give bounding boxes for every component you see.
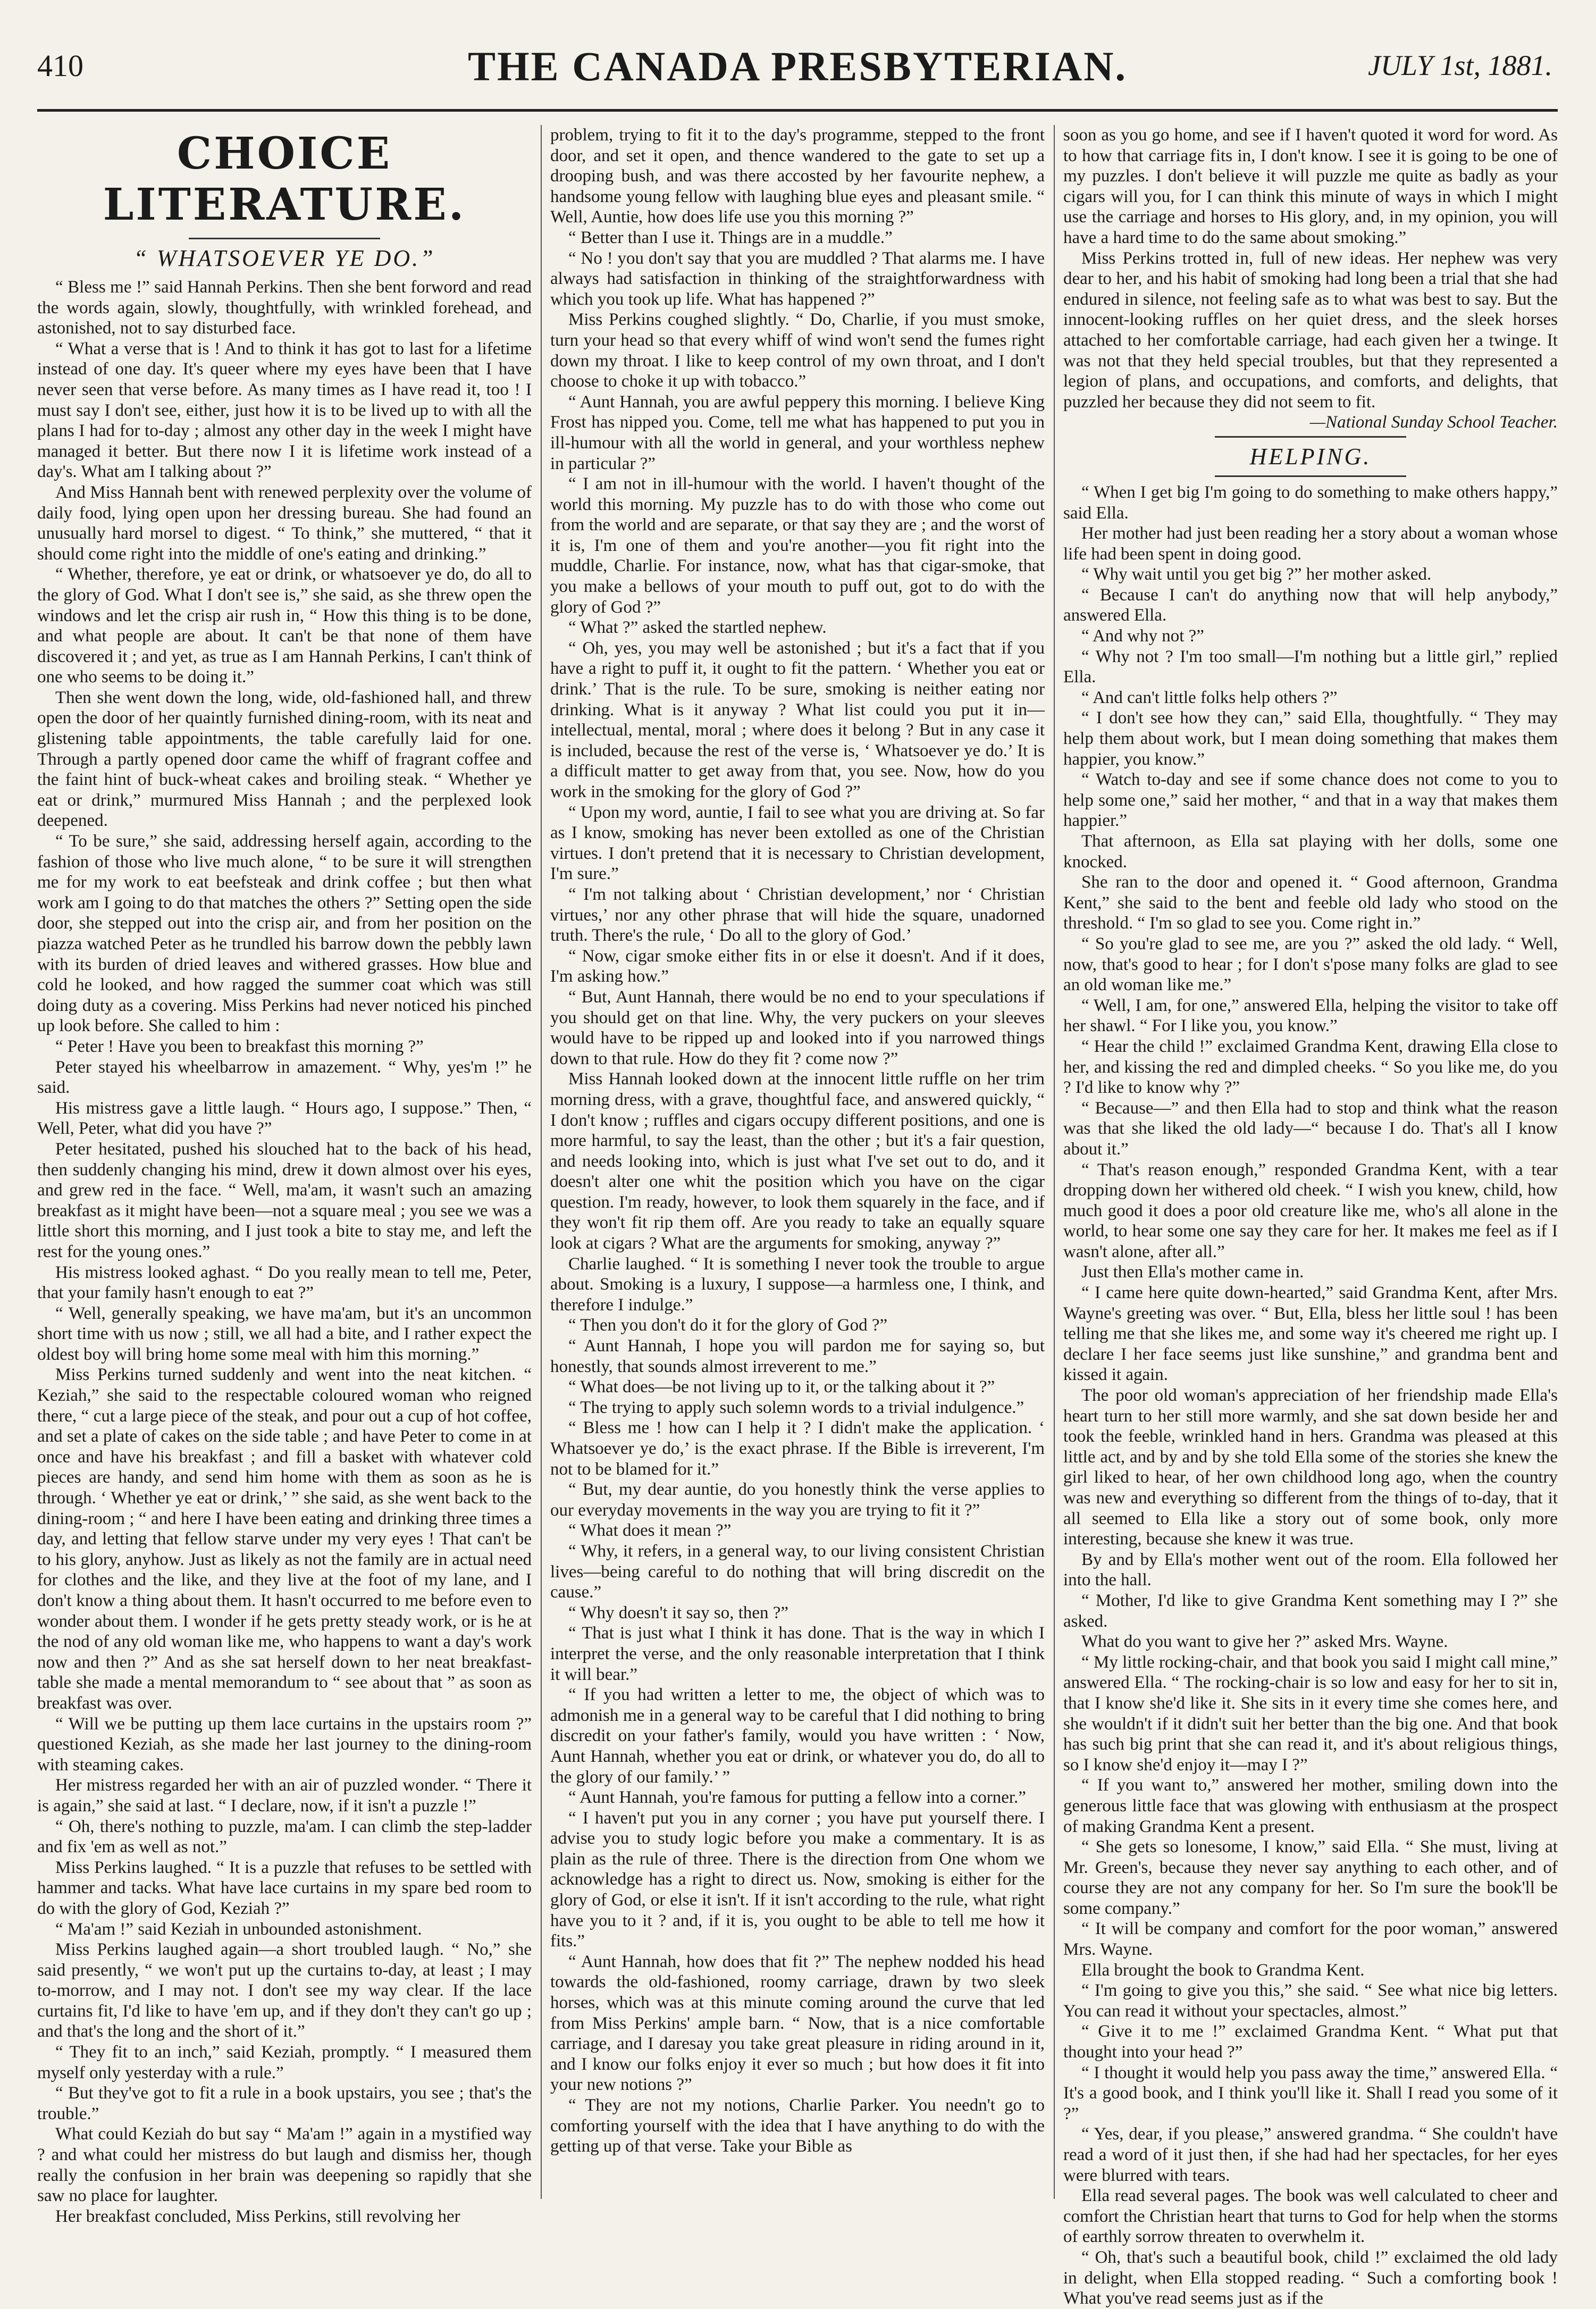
- paragraph: “ I'm going to give you this,” she said. “ See what nice big letters. You can read it without your spectacles, almost.”: [1063, 1981, 1558, 2021]
- paragraph: “ But, Aunt Hannah, there would be no end to your speculations if you should get on that line. Why, the very puckers on your sleeves would have to be ripped up and looked into if you narrowed things down to that rule. How do they fit ? come now ?”: [550, 987, 1045, 1068]
- paragraph: Charlie laughed. “ It is something I never took the trouble to argue about. Smoking is a luxury, I suppose—a harmless one, I think, and therefore I indulge.”: [550, 1254, 1045, 1315]
- paragraph: “ Aunt Hannah, you're famous for putting a fellow into a corner.”: [568, 1788, 1026, 1808]
- page-number: 410: [37, 48, 83, 83]
- paragraph: Peter hesitated, pushed his slouched hat to the back of his head, then suddenly changing his mind, drew it down almost over his eyes, and grew red in the face. “ Well, ma'am, it wasn't such an amazing breakfast as it might have been—not a square meal ; you see we was a little short this morning, and I just took a bite to stay me, and left the rest for the young ones.”: [37, 1139, 532, 1261]
- paragraph: “ Hear the child !” exclaimed Grandma Kent, drawing Ella close to her, and kissing the red and dimpled cheeks. “ So you like me, do you ? I'd like to know why ?”: [1063, 1036, 1558, 1098]
- paragraph: “ Whether, therefore, ye eat or drink, or whatsoever ye do, do all to the glory of God. What I don't see is,” she said, as she threw open the windows and let the crisp air rush in, “ How this thing is to be done, and what people are about. It can't be that none of them have discovered it ; and yet, as true as I am Hannah Perkins, I can't think of one who seems to be doing it.”: [37, 565, 532, 687]
- story-title-rule: [1215, 475, 1406, 477]
- column-divider: [541, 125, 542, 2199]
- paragraph: “ I don't see how they can,” said Ella, thoughtfully. “ They may help them about work, but I mean doing something that makes them happier, you know.”: [1063, 708, 1558, 769]
- column-1: [37, 125, 532, 2226]
- paragraph: “ Aunt Hannah, how does that fit ?” The nephew nodded his head towards the old-fashioned, roomy carriage, drawn by two sleek horses, which was at this minute coming around the curve that led from Miss Perkins' ample barn. “ Now, that is a nice comfortable carriage, and I daresay you take great pleasure in riding around in it, and I know our folks enjoy it ever so much ; but how does it fit into your new notions ?”: [550, 1952, 1045, 2095]
- paragraph: soon as you go home, and see if I haven't quoted it word for word. As to how that carriage fits in, I don't know. I see it is going to be one of my puzzles. I don't believe it will puzzle me quite as badly as your cigars will you, for I can think this minute of ways in which I might use the carriage and horses to His glory, and, in my opinion, you will have a hard time to do the same about smoking.”: [1063, 126, 1558, 247]
- paragraph: “ Why, it refers, in a general way, to our living consistent Christian lives—being careful to do nothing that will bring discredit on the cause.”: [550, 1541, 1045, 1602]
- paragraph: “ If you had written a letter to me, the object of which was to admonish me in a general way to be careful that I did nothing to bring discredit on your father's family, would you have written : ‘ Now, Aunt Hannah, whether you eat or drink, or whatever you do, do all to the glory of our family.’ ”: [550, 1685, 1045, 1787]
- column-2: [550, 125, 1045, 2199]
- paragraph: Miss Hannah looked down at the innocent little ruffle on her trim morning dress, with a grave, thoughtful face, and answered quickly, “ I don't know ; ruffles and cigars occupy different positions, and one is more harmful, to say the least, than the other ; but it's a fair question, and needs looking into, which is just what I've set out to do, and it doesn't alter one whit the position which you have on the cigar question. I'm ready, however, to look them squarely in the face, and if they won't fit rip them off. Are you ready to take an equally square look at cigars ? What are the arguments for smoking, anyway ?”: [550, 1069, 1045, 1253]
- paragraph: Miss Perkins laughed. “ It is a puzzle that refuses to be settled with hammer and tacks. What have lace curtains in my spare bed room to do with the glory of God, Keziah ?”: [37, 1858, 532, 1918]
- paragraph: “ Because—” and then Ella had to stop and think what the reason was that she liked the old lady—“ because I do. That's all I know about it.”: [1063, 1098, 1558, 1159]
- paragraph: That afternoon, as Ella sat playing with her dolls, some one knocked.: [1063, 832, 1558, 872]
- paragraph: “ Bless me ! how can I help it ? I didn't make the application. ‘ Whatsoever ye do,’ is the exact phrase. If the Bible is irreverent, I'm not to be blamed for it.”: [550, 1418, 1045, 1479]
- paragraph: Miss Perkins coughed slightly. “ Do, Charlie, if you must smoke, turn your head so that every whiff of wind won't send the fumes right down my throat. I like to keep control of my own throat, and I don't choose to choke it up with tobacco.”: [550, 310, 1045, 391]
- paragraph: “ She gets so lonesome, I know,” said Ella. “ She must, living at Mr. Green's, because they never say anything to each other, and of course they are not any company for her. So I'm sure the book'll be some company.”: [1063, 1837, 1558, 1918]
- paragraph: “ Oh, that's such a beautiful book, child !” exclaimed the old lady in delight, when Ella stopped reading. “ Such a comforting book ! What you've read seems just as if the: [1063, 2247, 1558, 2308]
- paragraph: “ My little rocking-chair, and that book you said I might call mine,” answered Ella. “ The rocking-chair is so low and easy for her to sit in, that I know she'd like it. She sits in it every time she comes here, and she wouldn't if it didn't suit her better than the big one. And that book has such big print that she can read it, and it's about religious things, so I know she'd enjoy it—may I ?”: [1063, 1652, 1558, 1775]
- paragraph: “ Oh, yes, you may well be astonished ; but it's a fact that if you have a right to puff it, it ought to fit the pattern. ‘ Whether you eat or drink.’ That is the rule. To be sure, smoking is neither eating nor drinking. What is it anyway ? What list could you put it in—intellectual, mental, moral ; where does it belong ? But in any case it is included, because the rest of the verse is, ‘ Whatsoever ye do.’ It is a difficult matter to get away from that, you see. Now, how do you work in the smoking for the glory of God ?”: [550, 638, 1045, 801]
- paragraph: “ Upon my word, auntie, I fail to see what you are driving at. So far as I know, smoking has never been extolled as one of the Christian virtues. I don't pretend that it is necessary to Christian development, I'm sure.”: [550, 802, 1045, 884]
- paragraph: “ Better than I use it. Things are in a muddle.”: [568, 228, 893, 247]
- paragraph: “ That's reason enough,” responded Grandma Kent, with a tear dropping down her withered old cheek. “ I wish you knew, child, how much good it does a poor old creature like me, who's all alone in the world, to hear some one say they care for her. It makes me feel as if I wasn't alone, after all.”: [1063, 1160, 1558, 1261]
- paragraph: Miss Perkins laughed again—a short troubled laugh. “ No,” she said presently, “ we won't put up the curtains to-day, at least ; I may to-morrow, and I may not. I don't see my way clear. If the lace curtains fit, I'd like to have 'em up, and if they don't they can't go up ; and that's the long and the short of it.”: [37, 1940, 532, 2042]
- paragraph: “ So you're glad to see me, are you ?” asked the old lady. “ Well, now, that's good to hear ; for I don't s'pose many folks are glad to see an old woman like me.”: [1063, 934, 1558, 995]
- paragraph: What could Keziah do but say “ Ma'am !” again in a mystified way ? and what could her mistress do but laugh and dismiss her, though really the confusion in her brain was deepening so rapidly that she saw no place for laughter.: [37, 2124, 532, 2206]
- paragraph: She ran to the door and opened it. “ Good afternoon, Grandma Kent,” she said to the bent and feeble old lady who stood on the threshold. “ I'm so glad to see you. Come right in.”: [1063, 873, 1558, 933]
- paragraph: “ I'm not talking about ‘ Christian development,’ nor ‘ Christian virtues,’ nor any other phrase that will hide the square, unadorned truth. There's the rule, ‘ Do all to the glory of God.’: [550, 884, 1045, 946]
- paragraph: Miss Perkins trotted in, full of new ideas. Her nephew was very dear to her, and his habit of smoking had long been a trial that she had endured in silence, not feeling safe as to what was best to say. But the innocent-looking ruffles on her quiet dress, and the sleek horses attached to her comfortable carriage, had each given her a twinge. It was not that they held special troubles, but that they represented a legion of plans, and occupations, and comforts, and delights, that puzzled her because they did not seem to fit.: [1063, 248, 1558, 412]
- paragraph: “ I came here quite down-hearted,” said Grandma Kent, after Mrs. Wayne's greeting was over. “ But, Ella, bless her little soul ! has been telling me that she likes me, and some way it's cheered me right up. I declare I her face seems just like sunshine,” and grandma bent and kissed it again.: [1063, 1283, 1558, 1385]
- paragraph: “ What ?” asked the startled nephew.: [568, 618, 827, 638]
- paragraph: “ And can't little folks help others ?”: [1081, 688, 1338, 707]
- story-title: “ WHATSOEVER YE DO.”: [133, 245, 435, 271]
- paragraph: Miss Perkins turned suddenly and went into the neat kitchen. “ Keziah,” she said to the respectable coloured woman who reigned there, “ cut a large piece of the steak, and pour out a cup of hot coffee, and set a plate of cakes on the side table ; and have Peter to come in at once and have his breakfast ; and fill a basket with whatever cold pieces are handy, and send him home with them as soon as he is through. ‘ Whether ye eat or drink,’ ” she said, as she went back to the dining-room ; “ and here I have been eating and drinking three times a day, and letting that fellow starve under my very eyes ! That can't be to his glory, anyhow. Just as likely as not the family are in actual need for clothes and the like, and they live at the foot of my lane, and I don't know a thing about them. It hasn't occurred to me before even to wonder about them. I wonder if he gets pretty steady work, or is he at the nod of any old woman like me, who happens to want a day's work now and then ?” And as she sat herself down to her neat breakfast-table she made a mental memorandum to “ see about that ” as soon as breakfast was over.: [37, 1365, 532, 1713]
- helping-story-body: [1063, 482, 1558, 2309]
- header-rule: [37, 109, 1558, 112]
- column-divider: [1054, 125, 1055, 2199]
- paragraph: “ Yes, dear, if you please,” answered grandma. “ She couldn't have read a word of it just then, if she had had her spectacles, for her eyes were blurred with tears.: [1063, 2124, 1558, 2185]
- paragraph: “ What does it mean ?”: [568, 1521, 732, 1541]
- paragraph: “ Watch to-day and see if some chance does not come to you to help some one,” said her mother, “ and that in a way that makes them happier.”: [1063, 770, 1558, 831]
- issue-date: JULY 1st, 1881.: [1368, 49, 1552, 81]
- paragraph: “ Well, generally speaking, we have ma'am, but it's an uncommon short time with us now ; still, we all had a bite, and I rather expect the oldest boy will bring home some meal with him this morning.”: [37, 1303, 532, 1364]
- paragraph: “ Then you don't do it for the glory of God ?”: [568, 1316, 888, 1335]
- paragraph: His mistress looked aghast. “ Do you really mean to tell me, Peter, that your family hasn't enough to eat ?”: [37, 1262, 532, 1303]
- paragraph: “ Aunt Hannah, I hope you will pardon me for saying so, but honestly, that sounds almost irreverent to me.”: [550, 1336, 1045, 1376]
- paragraph: “ But they've got to fit a rule in a book upstairs, you see ; that's the trouble.”: [37, 2084, 532, 2123]
- paragraph: “ They are not my notions, Charlie Parker. You needn't go to comforting yourself with the idea that I have anything to do with the getting up of that verse. Take your Bible as: [550, 2096, 1045, 2156]
- section-title: CHOICE LITERATURE.: [103, 128, 466, 230]
- paragraph: Ella read several pages. The book was well calculated to cheer and comfort the Christian heart that turns to God for help when the storms of earthly sorrow threaten to overwhelm it.: [1063, 2186, 1558, 2247]
- paragraph: “ Mother, I'd like to give Grandma Kent something may I ?” she asked.: [1063, 1591, 1558, 1631]
- paragraph: “ Ma'am !” said Keziah in unbounded astonishment.: [55, 1919, 422, 1939]
- paragraph: “ To be sure,” she said, addressing herself again, according to the fashion of those who live much alone, “ to be sure it will strengthen me for my work to eat beefsteak and drink coffee ; but then what work am I going to do that matches the others ?” Setting open the side door, she stepped out into the crisp air, and from her position on the piazza watched Peter as he trundled his barrow down the pebbly lawn with its burden of dried leaves and withered grasses. How blue and cold he looked, and how ragged the summer coat which was still doing duty as a covering. Miss Perkins had never noticed his pinched up look before. She called to him :: [37, 832, 532, 1036]
- paragraph: “ That is just what I think it has done. That is the way in which I interpret the verse, and the only reasonable interpretation that I think it will bear.”: [550, 1624, 1045, 1684]
- column-3: [1063, 125, 1558, 2308]
- paragraph: “ Why wait until you get big ?” her mother asked.: [1081, 565, 1432, 584]
- paragraph: “ Why doesn't it say so, then ?”: [568, 1603, 789, 1622]
- paragraph: Her mother had just been reading her a story about a woman whose life had been spent in doing good.: [1063, 524, 1558, 564]
- paragraph: “ Aunt Hannah, you are awful peppery this morning. I believe King Frost has nipped you. Come, tell me what has happened to put you in ill-humour with all the world in general, and your worthless nephew in particular ?”: [550, 392, 1045, 473]
- story-title-helping: HELPING.: [1249, 443, 1372, 470]
- paragraph: “ Well, I am, for one,” answered Ella, helping the visitor to take off her shawl. “ For I like you, you know.”: [1063, 995, 1558, 1036]
- paragraph: problem, trying to fit it to the day's programme, stepped to the front door, and set it open, and thence wandered to the gate to set up a drooping bush, and was there accosted by her favourite nephew, a handsome young fellow with laughing blue eyes and pleasant smile. “ Well, Auntie, how does life use you this morning ?”: [550, 126, 1045, 227]
- paragraph: The poor old woman's appreciation of her friendship made Ella's heart turn to her still more warmly, and she sat down beside her and took the feeble, wrinkled hand in hers. Grandma was pleased at this little act, and by and by she told Ella some of the stories she knew the girl liked to hear, of her own childhood long ago, when the country was new and everything so different from the things of to-day, that it all seemed to Ella like a story out of some book, only more interesting, because she knew it was true.: [1063, 1386, 1558, 1549]
- paragraph: “ What a verse that is ! And to think it has got to last for a lifetime instead of one day. It's queer where my eyes have been that I have never seen that verse before. As many times as I have read it, too ! I must say I don't see, either, just how it is to be lived up to with all the plans I had for to-day ; almost any other day in the week I might have managed it better. But there now I it is lifetime work instead of a day's. What am I talking about ?”: [37, 339, 532, 482]
- paragraph: Then she went down the long, wide, old-fashioned hall, and threw open the door of her quaintly furnished dining-room, with its neat and glistening table appointments, the table carefully laid for one. Through a partly opened door came the whiff of fragrant coffee and the faint hint of buck-wheat cakes and broiling steak. “ Whether ye eat or drink,” murmured Miss Hannah ; and the perplexed look deepened.: [37, 688, 532, 831]
- story-body: [37, 277, 532, 2227]
- paragraph: “ If you want to,” answered her mother, smiling down into the generous little face that was glowing with enthusiasm at the prospect of making Grandma Kent a present.: [1063, 1776, 1558, 1836]
- page-header: [37, 37, 1558, 101]
- paragraph: And Miss Hannah bent with renewed perplexity over the volume of daily food, lying open upon her dressing bureau. She had found an unusually hard morsel to digest. “ To think,” she muttered, “ that it should come right into the middle of one's eating and drinking.”: [37, 482, 532, 564]
- paragraph: “ I thought it would help you pass away the time,” answered Ella. “ It's a good book, and I think you'll like it. Shall I read you some of it ?”: [1063, 2063, 1558, 2123]
- paragraph: “ But, my dear auntie, do you honestly think the verse applies to our everyday movements in the way you are trying to fit it ?”: [550, 1480, 1045, 1520]
- paragraph: “ I am not in ill-humour with the world. I haven't thought of the world this morning. My puzzle has to do with those who come out from the world and are separate, or that say they are ; and the worst of it is, I'm one of them and you're another—you fit right into the muddle, Charlie. For instance, now, what has that cigar-smoke, that you make a bellows of your mouth to puff out, got to do with the glory of God ?”: [550, 474, 1045, 617]
- paragraph: “ Because I can't do anything now that will help anybody,” answered Ella.: [1063, 585, 1558, 625]
- paragraph: “ I haven't put you in any corner ; you have put yourself there. I advise you to study logic before you make a commentary. It is as plain as the rule of three. There is the direction from One whom we acknowledge has a right to direct us. Now, smoking is either for the glory of God, or else it isn't. If it isn't according to the rule, what right have you to it ? and, if it is, you ought to be able to tell me how it fits.”: [550, 1808, 1045, 1951]
- paragraph: By and by Ella's mother went out of the room. Ella followed her into the hall.: [1063, 1550, 1558, 1590]
- paragraph: What do you want to give her ?” asked Mrs. Wayne.: [1081, 1632, 1448, 1652]
- paragraph: Ella brought the book to Grandma Kent.: [1081, 1960, 1365, 1980]
- paragraph: Her breakfast concluded, Miss Perkins, still revolving her: [55, 2206, 460, 2226]
- paragraph: “ Oh, there's nothing to puzzle, ma'am. I can climb the step-ladder and fix 'em as well as not.”: [37, 1817, 532, 1857]
- paragraph: “ Give it to me !” exclaimed Grandma Kent. “ What put that thought into your head ?”: [1063, 2022, 1558, 2062]
- masthead: THE CANADA PRESBYTERIAN.: [467, 43, 1128, 89]
- paragraph: “ They fit to an inch,” said Keziah, promptly. “ I measured them myself only yesterday with a rule.”: [37, 2043, 532, 2082]
- paragraph: “ And why not ?”: [1081, 626, 1204, 646]
- section-rule: [189, 238, 380, 239]
- paragraph: Her mistress regarded her with an air of puzzled wonder. “ There it is again,” she said at last. “ I declare, now, if it isn't a puzzle !”: [37, 1776, 532, 1816]
- paragraph: “ When I get big I'm going to do something to make others happy,” said Ella.: [1063, 482, 1558, 523]
- paragraph: “ Will we be putting up them lace curtains in the upstairs room ?” questioned Keziah, as she made her last journey to the dining-room with steaming cakes.: [37, 1714, 532, 1775]
- story-body-continued: [550, 125, 1045, 2157]
- paragraph: “ Peter ! Have you been to breakfast this morning ?”: [55, 1036, 424, 1056]
- paragraph: “ What does—be not living up to it, or the talking about it ?”: [568, 1377, 995, 1397]
- paragraph: “ Bless me !” said Hannah Perkins. Then she bent forword and read the words again, slowly, thoughtfully, with wrinkled forehead, and astonished, not to say disturbed face.: [37, 278, 532, 338]
- paragraph: “ Now, cigar smoke either fits in or else it doesn't. And if it does, I'm asking how.”: [550, 946, 1045, 986]
- paragraph: “ The trying to apply such solemn words to a trivial indulgence.”: [568, 1398, 1024, 1417]
- paragraph: “ It will be company and comfort for the poor woman,” answered Mrs. Wayne.: [1063, 1919, 1558, 1960]
- paragraph: His mistress gave a little laugh. “ Hours ago, I suppose.” Then, “ Well, Peter, what did you have ?”: [37, 1098, 532, 1139]
- story-credit: —National Sunday School Teacher.: [1309, 413, 1558, 432]
- story-separator-rule: [1215, 436, 1406, 438]
- paragraph: Peter stayed his wheelbarrow in amazement. “ Why, yes'm !” he said.: [37, 1057, 532, 1098]
- paragraph: “ No ! you don't say that you are muddled ? That alarms me. I have always had satisfaction in thinking of the straightforwardness with which you took up life. What has happened ?”: [550, 248, 1045, 309]
- paragraph: “ Why not ? I'm too small—I'm nothing but a little girl,” replied Ella.: [1063, 647, 1558, 687]
- story-body-continued: [1063, 125, 1558, 412]
- paragraph: Just then Ella's mother came in.: [1081, 1262, 1304, 1282]
